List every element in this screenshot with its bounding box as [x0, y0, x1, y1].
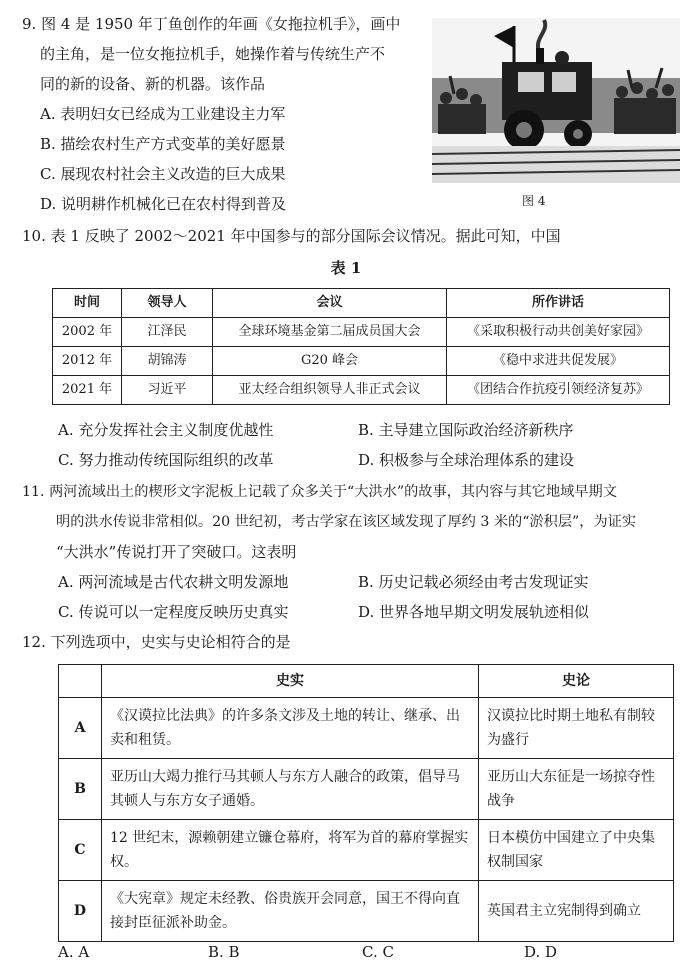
- header-meeting: 会议: [213, 289, 447, 318]
- header-leader: 领导人: [122, 289, 213, 318]
- row-label: B: [59, 759, 102, 820]
- table-row: [59, 820, 674, 881]
- q9-stem-line-3: 同的新的设备、新的机器。该作品: [40, 75, 266, 93]
- table-header-row: [59, 665, 674, 698]
- q10-option-b[interactable]: B. 主导建立国际政治经济新秩序: [358, 421, 574, 439]
- cell-fact: 亚历山大竭力推行马其顿人与东方人融合的政策，倡导马其顿人与东方女子通婚。: [102, 759, 479, 820]
- q11-stem-line-2: 明的洪水传说非常相似。20 世纪初，考古学家在该区域发现了厚约 3 米的“淤积层”，为证实: [56, 514, 637, 530]
- cell-meeting: G20 峰会: [213, 347, 447, 376]
- q11-option-b[interactable]: B. 历史记载必须经由考古发现证实: [358, 573, 589, 591]
- cell-leader: 习近平: [122, 376, 213, 405]
- table-header-row: [53, 289, 670, 318]
- row-label: A: [59, 698, 102, 759]
- cell-speech: 《团结合作抗疫引领经济复苏》: [447, 376, 670, 405]
- q11-option-a[interactable]: A. 两河流域是古代农耕文明发源地: [58, 573, 289, 591]
- cell-meeting: 全球环境基金第二届成员国大会: [213, 318, 447, 347]
- q10-option-c[interactable]: C. 努力推动传统国际组织的改革: [58, 451, 274, 469]
- cell-time: 2002 年: [53, 318, 122, 347]
- header-facts: 史实: [102, 665, 479, 698]
- q9-option-c[interactable]: C. 展现农村社会主义改造的巨大成果: [40, 165, 286, 183]
- q12-option-d[interactable]: D. D: [524, 943, 558, 961]
- table-row: [59, 881, 674, 942]
- cell-speech: 《稳中求进共促发展》: [447, 347, 670, 376]
- table-row: [53, 347, 670, 376]
- q10-table-title: 表 1: [330, 259, 362, 277]
- cell-leader: 胡锦涛: [122, 347, 213, 376]
- table-row: [59, 698, 674, 759]
- q12-stem: 12. 下列选项中，史实与史论相符合的是: [22, 633, 291, 651]
- tractor-painting-illustration: [432, 18, 680, 183]
- q10-table: [52, 288, 670, 405]
- header-time: 时间: [53, 289, 122, 318]
- q12-option-a[interactable]: A. A: [58, 943, 90, 961]
- cell-fact: 《汉谟拉比法典》的许多条文涉及土地的转让、继承、出卖和租赁。: [102, 698, 479, 759]
- q11-stem-line-1: 11. 两河流域出土的楔形文字泥板上记载了众多关于“大洪水”的故事，其内容与其它地域早期文: [22, 484, 617, 500]
- header-speech: 所作讲话: [447, 289, 670, 318]
- q10-option-d[interactable]: D. 积极参与全球治理体系的建设: [358, 451, 575, 469]
- cell-argument: 日本模仿中国建立了中央集权制国家: [479, 820, 674, 881]
- q9-stem-line-2: 的主角，是一位女拖拉机手，她操作着与传统生产不: [40, 45, 386, 63]
- figure-4-caption: 图 4: [522, 194, 546, 208]
- cell-time: 2021 年: [53, 376, 122, 405]
- q9-option-a[interactable]: A. 表明妇女已经成为工业建设主力军: [40, 105, 286, 123]
- table-row: [53, 376, 670, 405]
- q11-option-c[interactable]: C. 传说可以一定程度反映历史真实: [58, 603, 289, 621]
- q9-option-b[interactable]: B. 描绘农村生产方式变革的美好愿景: [40, 135, 286, 153]
- table-row: [53, 318, 670, 347]
- q9-stem-line-1: 9. 图 4 是 1950 年丁鱼创作的年画《女拖拉机手》，画中: [22, 15, 401, 33]
- cell-argument: 汉谟拉比时期土地私有制较为盛行: [479, 698, 674, 759]
- header-argument: 史论: [479, 665, 674, 698]
- cell-fact: 12 世纪末，源赖朝建立镰仓幕府，将军为首的幕府掌握实权。: [102, 820, 479, 881]
- q12-option-b[interactable]: B. B: [208, 943, 240, 961]
- q10-option-a[interactable]: A. 充分发挥社会主义制度优越性: [58, 421, 274, 439]
- header-blank: [59, 665, 102, 698]
- cell-fact: 《大宪章》规定未经教、俗贵族开会同意，国王不得向直接封臣征派补助金。: [102, 881, 479, 942]
- q12-option-c[interactable]: C. C: [362, 943, 394, 961]
- cell-meeting: 亚太经合组织领导人非正式会议: [213, 376, 447, 405]
- q10-stem: 10. 表 1 反映了 2002～2021 年中国参与的部分国际会议情况。据此可知，中国: [22, 227, 561, 245]
- row-label: C: [59, 820, 102, 881]
- table-row: [59, 759, 674, 820]
- cell-speech: 《采取积极行动共创美好家园》: [447, 318, 670, 347]
- q11-option-d[interactable]: D. 世界各地早期文明发展轨迹相似: [358, 603, 590, 621]
- cell-leader: 江泽民: [122, 318, 213, 347]
- row-label: D: [59, 881, 102, 942]
- cell-argument: 英国君主立宪制得到确立: [479, 881, 674, 942]
- q11-stem-line-3: “大洪水”传说打开了突破口。这表明: [56, 543, 297, 561]
- cell-argument: 亚历山大东征是一场掠夺性战争: [479, 759, 674, 820]
- cell-time: 2012 年: [53, 347, 122, 376]
- figure-4-image: [432, 18, 680, 183]
- q9-option-d[interactable]: D. 说明耕作机械化已在农村得到普及: [40, 195, 287, 213]
- q12-table: [58, 664, 674, 942]
